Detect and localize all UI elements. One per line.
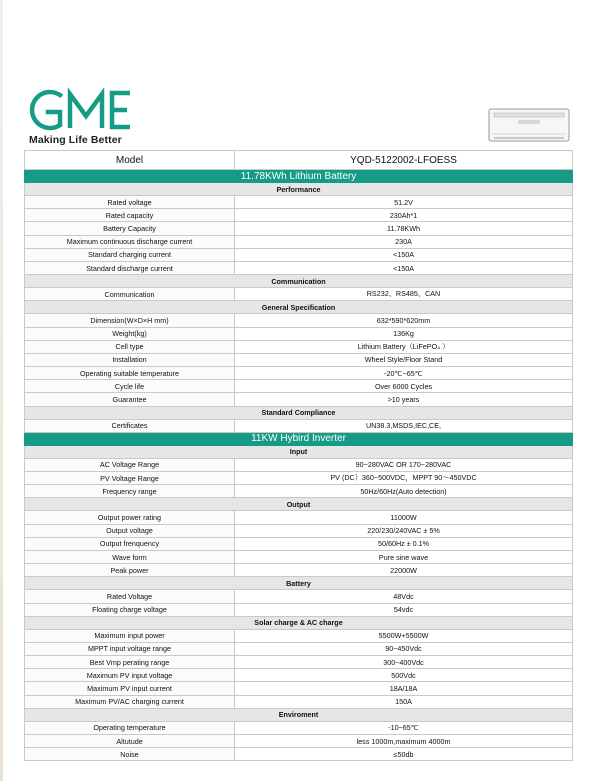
table-row: [25, 472, 573, 485]
table-row: [25, 235, 573, 248]
spec-label: Standard discharge current: [25, 261, 235, 274]
battery-banner: [25, 170, 573, 183]
section-header: [25, 406, 573, 419]
table-row: [25, 393, 573, 406]
model-row: [25, 151, 573, 170]
spec-value: 220/230/240VAC ± 5%: [235, 524, 573, 537]
spec-label: Operating suitable temperature: [25, 367, 235, 380]
section-title: Performance: [25, 183, 573, 196]
section-header: [25, 445, 573, 458]
section-header: [25, 301, 573, 314]
spec-label: Maximum PV input current: [25, 682, 235, 695]
spec-value: 230A: [235, 235, 573, 248]
table-row: [25, 314, 573, 327]
table-row: [25, 458, 573, 471]
section-title: Solar charge & AC charge: [25, 616, 573, 629]
section-header: [25, 616, 573, 629]
spec-value: 90~450Vdc: [235, 642, 573, 655]
spec-value: UN38.3,MSDS,IEC,CE,: [235, 419, 573, 432]
table-row: [25, 550, 573, 563]
section-title: Input: [25, 445, 573, 458]
section-header: [25, 498, 573, 511]
table-row: [25, 327, 573, 340]
spec-value: >10 years: [235, 393, 573, 406]
spec-value: 50/60Hz ± 0.1%: [235, 537, 573, 550]
table-row: [25, 511, 573, 524]
table-row: [25, 721, 573, 734]
table-row: [25, 590, 573, 603]
table-row: [25, 248, 573, 261]
table-row: [25, 669, 573, 682]
section-header: [25, 183, 573, 196]
spec-label: MPPT input voltage range: [25, 642, 235, 655]
section-title: General Specification: [25, 301, 573, 314]
spec-label: Wave form: [25, 550, 235, 563]
spec-value: -20℃~65℃: [235, 367, 573, 380]
spec-value: 11000W: [235, 511, 573, 524]
spec-value: <150A: [235, 261, 573, 274]
brand-logo: [28, 86, 132, 134]
spec-value: 50Hz/60Hz(Auto detection): [235, 485, 573, 498]
spec-label: Guarantee: [25, 393, 235, 406]
spec-label: Peak power: [25, 564, 235, 577]
spec-value: ≤50db: [235, 748, 573, 761]
spec-table: [24, 150, 573, 761]
section-header: [25, 577, 573, 590]
battery-title: 11.78KWh Lithium Battery: [25, 170, 573, 183]
spec-label: Floating charge voltage: [25, 603, 235, 616]
spec-label: Maximum input power: [25, 629, 235, 642]
table-row: [25, 380, 573, 393]
spec-value: less 1000m,maximum 4000m: [235, 735, 573, 748]
spec-value: 300~400Vdc: [235, 656, 573, 669]
spec-label: Rated voltage: [25, 196, 235, 209]
table-row: [25, 524, 573, 537]
table-row: [25, 222, 573, 235]
table-row: [25, 340, 573, 353]
table-row: [25, 564, 573, 577]
spec-label: Maximum PV/AC charging current: [25, 695, 235, 708]
spec-label: Standard charging current: [25, 248, 235, 261]
model-label: Model: [25, 151, 235, 170]
spec-label: Communication: [25, 288, 235, 301]
spec-value: 48Vdc: [235, 590, 573, 603]
spec-label: Operating temperature: [25, 721, 235, 734]
table-row: [25, 735, 573, 748]
table-row: [25, 695, 573, 708]
section-title: Battery: [25, 577, 573, 590]
table-row: [25, 485, 573, 498]
table-row: [25, 196, 573, 209]
spec-label: Frequency range: [25, 485, 235, 498]
table-row: [25, 656, 573, 669]
spec-value: -10~65℃: [235, 721, 573, 734]
spec-label: Best Vmp perating range: [25, 656, 235, 669]
spec-label: Rated capacity: [25, 209, 235, 222]
spec-value: 90~280VAC OR 170~280VAC: [235, 458, 573, 471]
spec-value: 11.78KWh: [235, 222, 573, 235]
spec-label: Output voltage: [25, 524, 235, 537]
table-row: [25, 261, 573, 274]
table-row: [25, 419, 573, 432]
table-row: [25, 367, 573, 380]
spec-label: Output frenquency: [25, 537, 235, 550]
spec-value: Lithium Battery（LiFePO₄ ）: [235, 340, 573, 353]
spec-value: 18A/18A: [235, 682, 573, 695]
spec-value: Over 6000 Cycles: [235, 380, 573, 393]
tagline: Making Life Better: [29, 134, 122, 146]
spec-label: Noise: [25, 748, 235, 761]
spec-label: Maximum continuous discharge current: [25, 235, 235, 248]
spec-value: 54vdc: [235, 603, 573, 616]
spec-label: Installation: [25, 353, 235, 366]
spec-label: Certificates: [25, 419, 235, 432]
spec-label: PV Voltage Range: [25, 472, 235, 485]
spec-value: Pure sine wave: [235, 550, 573, 563]
spec-label: Altutude: [25, 735, 235, 748]
inverter-title: 11KW Hybird Inverter: [25, 432, 573, 445]
battery-product-image: [488, 108, 570, 142]
spec-label: Output power rating: [25, 511, 235, 524]
table-row: [25, 209, 573, 222]
spec-label: AC Voltage Range: [25, 458, 235, 471]
spec-label: Weight(kg): [25, 327, 235, 340]
spec-value: Wheel Style/Floor Stand: [235, 353, 573, 366]
spec-value: PV (DC）360~500VDC，MPPT 90～450VDC: [235, 472, 573, 485]
spec-value: RS232、RS485、CAN: [235, 288, 573, 301]
spec-value: 5500W+5500W: [235, 629, 573, 642]
table-row: [25, 748, 573, 761]
spec-label: Cell type: [25, 340, 235, 353]
spec-value: 230Ah*1: [235, 209, 573, 222]
spec-value: 500Vdc: [235, 669, 573, 682]
spec-value: 22000W: [235, 564, 573, 577]
section-header: [25, 708, 573, 721]
section-title: Enviroment: [25, 708, 573, 721]
table-row: [25, 629, 573, 642]
spec-label: Maximum PV input voltage: [25, 669, 235, 682]
section-title: Standard Compliance: [25, 406, 573, 419]
model-value: YQD-5122002-LFOESS: [235, 151, 573, 170]
table-row: [25, 353, 573, 366]
table-row: [25, 288, 573, 301]
table-row: [25, 537, 573, 550]
spec-value: <150A: [235, 248, 573, 261]
spec-label: Battery Capacity: [25, 222, 235, 235]
spec-value: 150A: [235, 695, 573, 708]
inverter-banner: [25, 432, 573, 445]
section-title: Communication: [25, 275, 573, 288]
spec-value: 136Kg: [235, 327, 573, 340]
spec-label: Cycle life: [25, 380, 235, 393]
table-row: [25, 642, 573, 655]
spec-value: 632*590*620mm: [235, 314, 573, 327]
header: [0, 0, 600, 150]
table-row: [25, 603, 573, 616]
table-row: [25, 682, 573, 695]
spec-label: Dimension(W×D×H mm): [25, 314, 235, 327]
section-header: [25, 275, 573, 288]
spec-label: Rated Voltage: [25, 590, 235, 603]
spec-value: 51.2V: [235, 196, 573, 209]
section-title: Output: [25, 498, 573, 511]
